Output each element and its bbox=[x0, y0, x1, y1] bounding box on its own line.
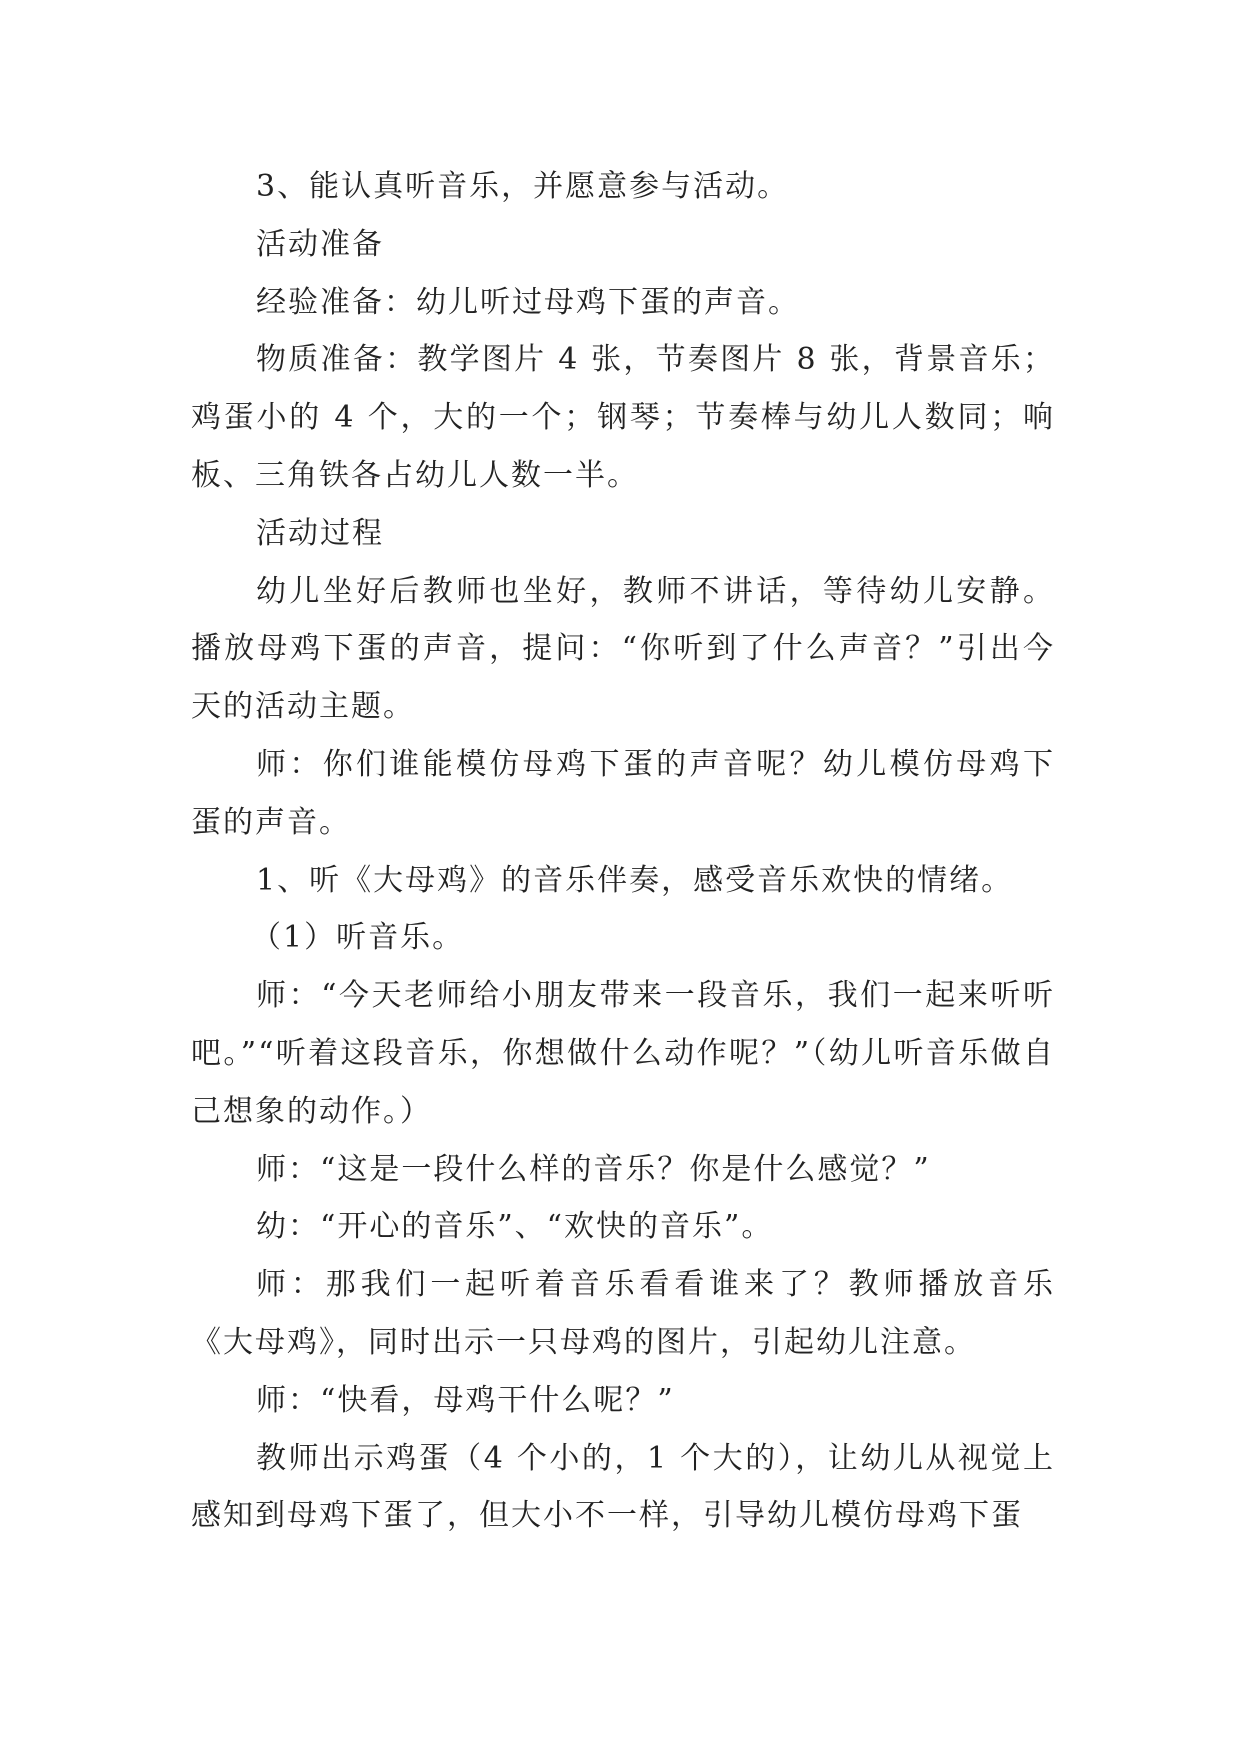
paragraph-show-eggs: 教师出示鸡蛋（4 个小的，1 个大的），让幼儿从视觉上感知到母鸡下蛋了，但大小不一样，引导幼儿模仿母鸡下蛋 bbox=[191, 1440, 1055, 1534]
heading-activity-process: 活动过程 bbox=[256, 515, 384, 551]
paragraph-goal-3: 3、能认真听音乐，并愿意参与活动。 bbox=[256, 169, 790, 204]
paragraph-teacher-question: 师：“这是一段什么样的音乐？你是什么感觉？” bbox=[256, 1151, 931, 1187]
paragraph-experience-preparation: 经验准备：幼儿听过母鸡下蛋的声音。 bbox=[256, 284, 800, 320]
paragraph-teacher-who-came: 师：那我们一起听着音乐看看谁来了？教师播放音乐《大母鸡》，同时出示一只母鸡的图片，引起幼儿注意。 bbox=[191, 1267, 1055, 1360]
paragraph-material-preparation: 物质准备：教学图片 4 张，节奏图片 8 张，背景音乐；鸡蛋小的 4 个，大的一个；钢琴；节奏棒与幼儿人数同；响板、三角铁各占幼儿人数一半。 bbox=[191, 342, 1055, 493]
paragraph-teacher-music: 师：“今天老师给小朋友带来一段音乐，我们一起来听听吧。”“听着这段音乐，你想做什么动作呢？”（幼儿听音乐做自己想象的动作。） bbox=[191, 978, 1055, 1129]
paragraph-substep-1: （1）听音乐。 bbox=[251, 920, 465, 956]
document-body bbox=[191, 158, 1055, 1545]
paragraph-teacher-imitate: 师：你们谁能模仿母鸡下蛋的声音呢？幼儿模仿母鸡下蛋的声音。 bbox=[191, 746, 1055, 840]
paragraph-step-1: 1、听《大母鸡》的音乐伴奏，感受音乐欢快的情绪。 bbox=[256, 862, 1014, 898]
paragraph-intro: 幼儿坐好后教师也坐好，教师不讲话，等待幼儿安静。播放母鸡下蛋的声音，提问：“你听到了什么声音？”引出今天的活动主题。 bbox=[191, 573, 1055, 725]
paragraph-teacher-look: 师：“快看，母鸡干什么呢？” bbox=[256, 1382, 675, 1418]
heading-activity-preparation: 活动准备 bbox=[256, 226, 384, 262]
paragraph-child-answer: 幼：“开心的音乐”、“欢快的音乐”。 bbox=[256, 1209, 774, 1245]
